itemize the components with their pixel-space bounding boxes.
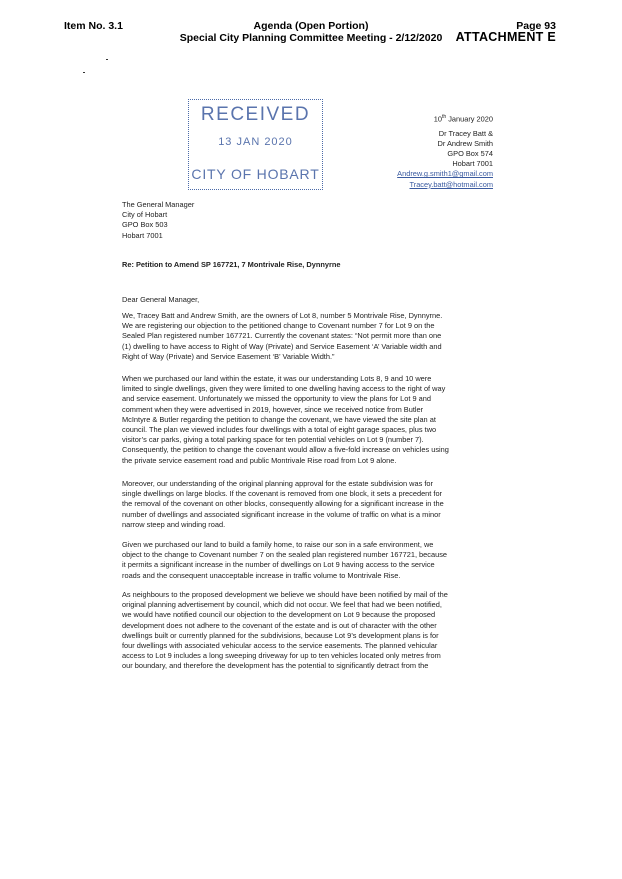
scan-speck xyxy=(83,72,85,73)
recipient-line: Hobart 7001 xyxy=(122,230,163,240)
paragraph: When we purchased our land within the estate, it was our understanding Lots 8, 9 and 10 were limited to single dwellings, given they were limited to one dwelling having access to the right of way and service easement. Unfortunately we missed the opportunity to view the plans for Lot 9 and comment when they were advertised in 2019, however, since we received notice from Butler McIntyre & Butler regarding the petition to change the covenant, we have viewed the site plan at council. The plan we viewed includes four dwellings with a total of eight garage spaces, plus two visitor’s car parks, giving a total parking space for ten potential vehicles on Lot 9 (number 7). Consequently, the petition to change the covenant would allow a five-fold increase on vehicles using the private service easement road and public Montrivale Rise road from Lot 9 alone. xyxy=(122,374,449,465)
recipient-line: The General Manager xyxy=(122,200,195,209)
page-number: Page 93 xyxy=(516,20,556,32)
stamp-organisation: CITY OF HOBART xyxy=(191,166,320,182)
email-link[interactable]: Tracey.batt@hotmail.com xyxy=(409,179,493,189)
salutation: Dear General Manager, xyxy=(122,295,200,304)
meeting-title: Special City Planning Committee Meeting - 2/12/2020 xyxy=(179,32,443,44)
stamp-date: 13 JAN 2020 xyxy=(218,136,293,148)
scan-speck xyxy=(106,59,108,60)
attachment-label: ATTACHMENT E xyxy=(455,30,556,44)
sender-line: GPO Box 574 xyxy=(447,149,493,159)
letter-subject: Re: Petition to Amend SP 167721, 7 Montrivale Rise, Dynnyrne xyxy=(122,260,341,269)
item-number: Item No. 3.1 xyxy=(64,20,123,32)
agenda-title: Agenda (Open Portion) xyxy=(253,20,369,32)
sender-line: Dr Tracey Batt & xyxy=(438,128,493,138)
recipient-line: GPO Box 503 xyxy=(122,220,168,230)
paragraph: We, Tracey Batt and Andrew Smith, are the owners of Lot 8, number 5 Montrivale Rise, Dynnyrne. We are registering our objection to the petitioned change to Covenant number 7 for Lot 9 on the Sealed Plan registered number 167721. Currently the covenant states: “Not permit more than one (1) dwelling to have access to Right of Way (Private) and Service Easement ‘A’ Variable width and Right of Way (Private) and Service Easement ‘B’ Variable Width.” xyxy=(122,311,443,361)
received-stamp xyxy=(188,99,323,190)
sender-line: Hobart 7001 xyxy=(452,159,493,169)
sender-block xyxy=(397,112,493,190)
sender-line: Dr Andrew Smith xyxy=(437,138,493,148)
stamp-title: RECEIVED xyxy=(200,104,311,125)
recipient-block xyxy=(122,200,194,241)
paragraph: Given we purchased our land to build a family home, to raise our son in a safe environment, we object to the change to Covenant number 7 on the sealed plan registered number 167721, because it permits a significant increase in the number of dwellings on Lot 9 having access to the service roads and the consequent unacceptable increase in traffic volume to Montrivale Rise. xyxy=(122,540,448,580)
recipient-line: City of Hobart xyxy=(122,210,168,220)
email-link[interactable]: Andrew.g.smith1@gmail.com xyxy=(397,169,493,179)
letter-date: 10th January 2020 xyxy=(433,114,493,124)
paragraph: Moreover, our understanding of the original planning approval for the estate subdivision was for single dwellings on large blocks. If the covenant is removed from one block, it sets a precedent for the removal of the covenant on other blocks, consequently allowing for a significant increase in the number of dwellings and associated significant increase in the volume of traffic on what is a minor narrow steep and winding road. xyxy=(122,479,444,529)
paragraph: As neighbours to the proposed development we believe we should have been notified by mail of the original planning advertisement by council, which did not occur. We feel that had we been notified, we would have notified council our objection to the development on Lot 9 because the proposed development does not adhere to the covenant of the estate and is out of character with the other dwellings built or currently planned for the subdivisions, because Lot 9’s development plans is for four dwellings with associated vehicular access to the service easements. The planned vehicular access to Lot 9 includes a long sweeping driveway for up to ten vehicles located only metres from our boundary, and therefore the development has the potential to significantly detract from the xyxy=(122,590,448,671)
